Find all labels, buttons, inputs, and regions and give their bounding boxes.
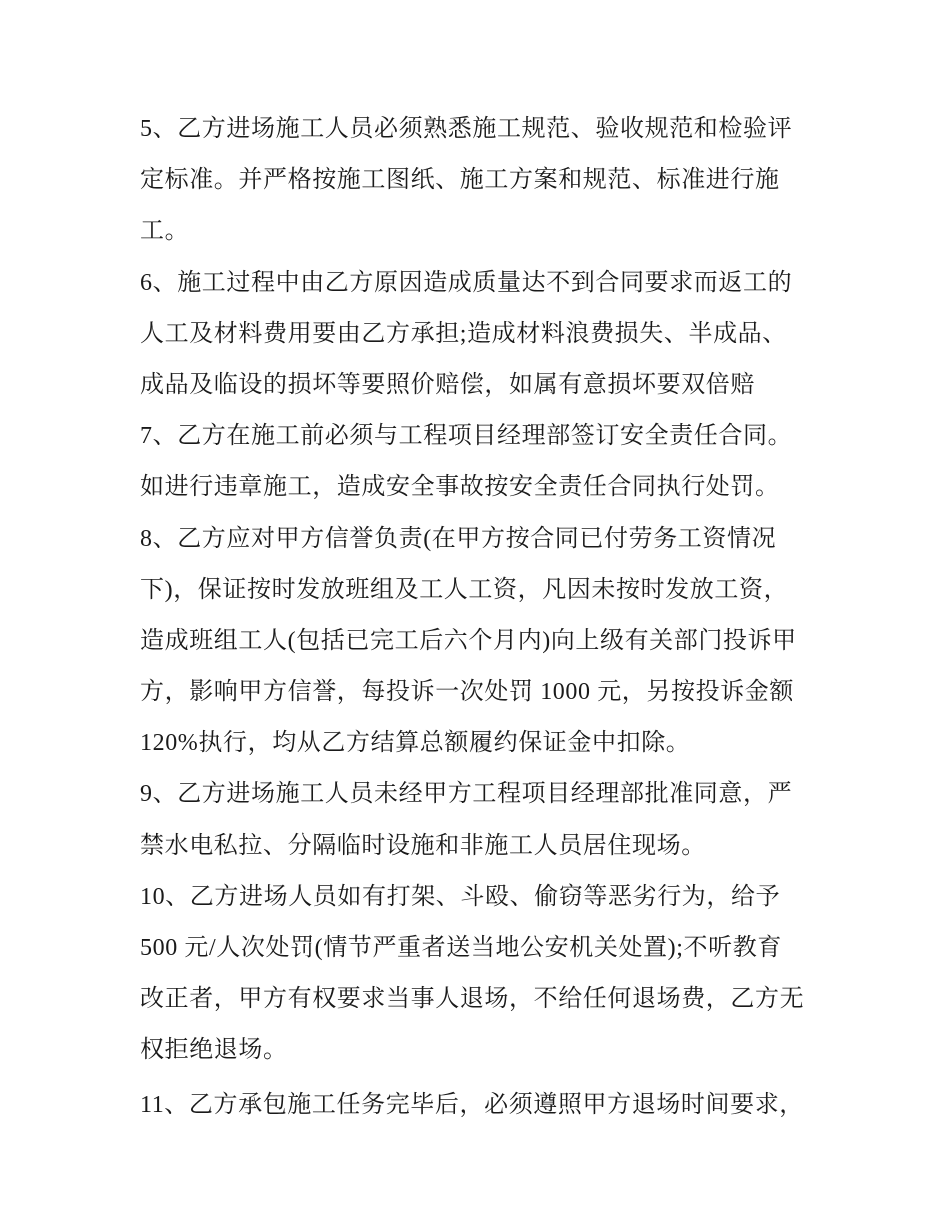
text-line: 10、乙方进场人员如有打架、斗殴、偷窃等恶劣行为，给予 [140, 883, 781, 910]
text-line: 下)，保证按时发放班组及工人工资，凡因未按时发放工资， [140, 576, 789, 603]
text-line: 如进行违章施工，造成安全事故按安全责任合同执行处罚。 [140, 474, 780, 501]
text-line: 权拒绝退场。 [140, 1037, 288, 1064]
text-line: 120%执行，均从乙方结算总额履约保证金中扣除。 [140, 730, 691, 757]
text-line: 禁水电私拉、分隔临时设施和非施工人员居住现场。 [140, 832, 706, 859]
text-line: 改正者，甲方有权要求当事人退场，不给任何退场费，乙方无 [140, 986, 805, 1013]
text-line: 造成班组工人(包括已完工后六个月内)向上级有关部门投诉甲 [140, 627, 797, 654]
text-line: 方，影响甲方信誉，每投诉一次处罚 1000 元，另按投诉金额 [140, 679, 794, 706]
text-line: 7、乙方在施工前必须与工程项目经理部签订安全责任合同。 [140, 423, 793, 450]
text-line: 9、乙方进场施工人员未经甲方工程项目经理部批准同意，严 [140, 781, 793, 808]
text-line: 5、乙方进场施工人员必须熟悉施工规范、验收规范和检验评 [140, 116, 793, 142]
text-line: 定标准。并严格按施工图纸、施工方案和规范、标准进行施 [140, 167, 780, 194]
text-line: 11、乙方承包施工任务完毕后，必须遵照甲方退场时间要求， [140, 1091, 804, 1118]
text-line: 成品及临设的损坏等要照价赔偿，如属有意损坏要双倍赔 [140, 371, 755, 398]
text-line: 8、乙方应对甲方信誉负责(在甲方按合同已付劳务工资情况 [140, 525, 777, 552]
text-line: 6、施工过程中由乙方原因造成质量达不到合同要求而返工的 [140, 269, 793, 296]
text-line: 500 元/人次处罚(情节严重者送当地公安机关处置);不听教育 [140, 935, 782, 961]
text-line: 人工及材料费用要由乙方承担;造成材料浪费损失、半成品、 [140, 320, 787, 347]
document-body [140, 104, 820, 1131]
text-line: 工。 [140, 218, 190, 245]
